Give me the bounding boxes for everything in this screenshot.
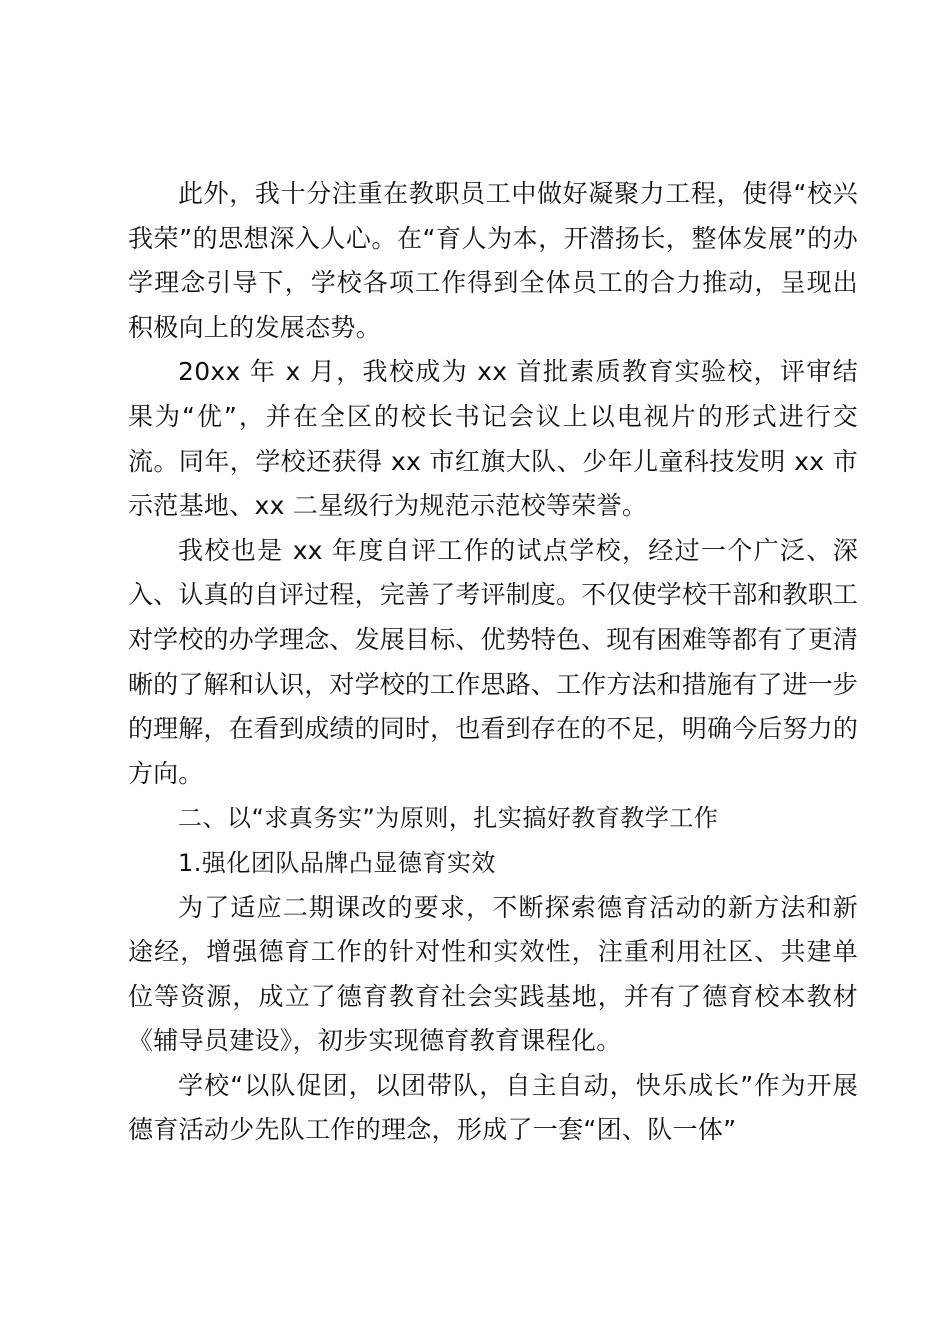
paragraph-staff-cohesion: 此外，我十分注重在教职员工中做好凝聚力工程，使得“校兴我荣”的思想深入人心。在“育人为本，开潜扬长，整体发展”的办学理念引导下，学校各项工作得到全体员工的合力推动，呈现出积极向上的发展态势。 [128, 179, 858, 342]
subsection-heading: 1.强化团队品牌凸显德育实效 [178, 848, 496, 877]
paragraph-self-evaluation: 我校也是 xx 年度自评工作的试点学校，经过一个广泛、深入、认真的自评过程，完善了考评制度。不仅使学校干部和教职工对学校的办学理念、发展目标、优势特色、现有困难等都有了更清晰的了解和认识，对学校的工作思路、工作方法和措施有了进一步的理解，在看到成绩的同时，也看到存在的不足，明确今后努力的方向。 [128, 535, 858, 788]
section-heading: 二、以“求真务实”为原则，扎实搞好教育教学工作 [178, 804, 719, 833]
paragraph-team-philosophy: 学校“以队促团，以团带队，自主自动，快乐成长”作为开展德育活动少先队工作的理念，形成了一套“团、队一体” [128, 1070, 858, 1145]
paragraph-honors: 20xx 年 x 月，我校成为 xx 首批素质教育实验校，评审结果为“优”，并在全区的校长书记会议上以电视片的形式进行交流。同年，学校还获得 xx 市红旗大队、少年儿童科技发明 xx 市示范基地、xx 二星级行为规范示范校等荣誉。 [128, 357, 858, 521]
paragraph-moral-education: 为了适应二期课改的要求，不断探索德育活动的新方法和新途经，增强德育工作的针对性和实效性，注重利用社区、共建单位等资源，成立了德育教育社会实践基地，并有了德育校本教材《辅导员建设》，初步实现德育教育课程化。 [128, 892, 858, 1056]
document-body [128, 172, 858, 1153]
